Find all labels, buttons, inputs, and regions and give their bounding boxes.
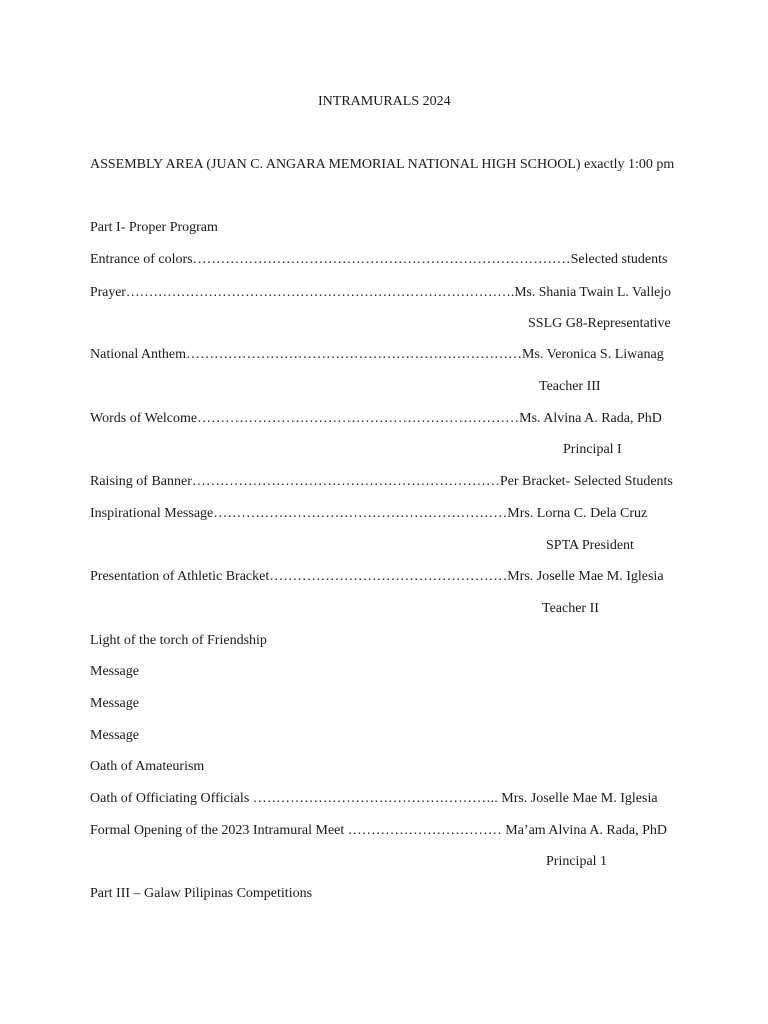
part1-heading: Part I- Proper Program bbox=[90, 220, 218, 235]
program-line: Message bbox=[90, 728, 139, 743]
program-line: Entrance of colors………………………………………………………………………Selected students bbox=[90, 252, 668, 267]
program-line: Formal Opening of the 2023 Intramural Meet …………………………… Ma’am Alvina A. Rada, PhD bbox=[90, 823, 668, 838]
program-line: Presentation of Athletic Bracket……………………………………………Mrs. Joselle Mae M. Iglesia bbox=[90, 569, 664, 584]
program-line: Oath of Officiating Officials …………………………………………….. Mrs. Joselle Mae M. Iglesia bbox=[90, 791, 658, 806]
program-line: Message bbox=[90, 696, 139, 711]
program-line: Inspirational Message………………………………………………………Mrs. Lorna C. Dela Cruz bbox=[90, 506, 648, 521]
program-role-line: SPTA President bbox=[546, 538, 634, 553]
program-role-line: Teacher III bbox=[539, 379, 601, 394]
program-role-line: SSLG G8-Representative bbox=[528, 316, 671, 331]
program-role-line: Teacher II bbox=[542, 601, 599, 616]
program-line: Words of Welcome……………………………………………………………Ms. Alvina A. Rada, PhD bbox=[90, 411, 662, 426]
program-line: Light of the torch of Friendship bbox=[90, 633, 267, 648]
program-line: Raising of Banner…………………………………………………………Per Bracket- Selected Students bbox=[90, 474, 673, 489]
assembly-area-line: ASSEMBLY AREA (JUAN C. ANGARA MEMORIAL NATIONAL HIGH SCHOOL) exactly 1:00 pm bbox=[90, 157, 675, 172]
program-line: Message bbox=[90, 664, 139, 679]
program-role-line: Principal 1 bbox=[546, 854, 608, 869]
program-line: Oath of Amateurism bbox=[90, 759, 205, 774]
document-title: INTRAMURALS 2024 bbox=[318, 94, 451, 109]
program-role-line: Principal I bbox=[563, 442, 622, 457]
part3-heading: Part III – Galaw Pilipinas Competitions bbox=[90, 886, 313, 901]
program-line: National Anthem………………………………………………………………Ms. Veronica S. Liwanag bbox=[90, 347, 664, 362]
program-line: Prayer………………………………………………………………………….Ms. Shania Twain L. Vallejo bbox=[90, 284, 671, 299]
